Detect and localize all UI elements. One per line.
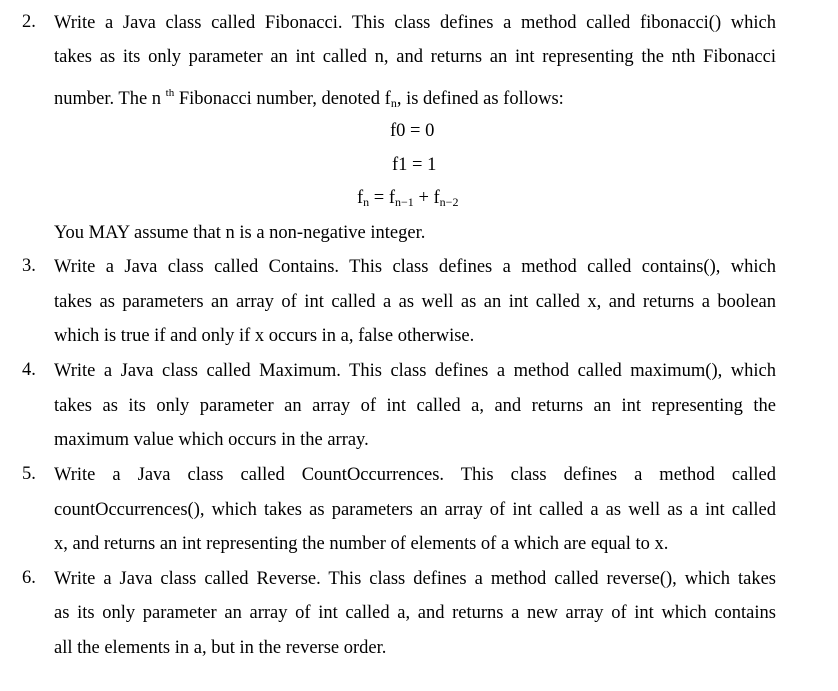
question-number: 2. bbox=[22, 12, 36, 32]
question-text-line: takes as its only parameter an int called n, and returns an int representing the nth Fibonacci bbox=[54, 47, 776, 67]
question-number: 4. bbox=[22, 360, 36, 380]
question-text-line: Write a Java class called CountOccurrences. This class defines a method called bbox=[54, 465, 776, 485]
question-number: 3. bbox=[22, 256, 36, 276]
question-text-line: takes as its only parameter an array of int called a, and returns an int representing the bbox=[54, 396, 776, 416]
question-text-line: Write a Java class called Reverse. This class defines a method called reverse(), which takes bbox=[54, 569, 776, 589]
question-text-line: as its only parameter an array of int called a, and returns a new array of int which contains bbox=[54, 603, 776, 623]
equation-f1: f1 = 1 bbox=[392, 155, 437, 175]
question-text-line: takes as parameters an array of int called a as well as an int called x, and returns a boolean bbox=[54, 292, 776, 312]
question-text-line: Write a Java class called Maximum. This class defines a method called maximum(), which bbox=[54, 361, 776, 381]
question-text-line: maximum value which occurs in the array. bbox=[54, 430, 369, 450]
question-text-line: all the elements in a, but in the reverse order. bbox=[54, 638, 387, 658]
equation-f0: f0 = 0 bbox=[390, 121, 435, 141]
question-text-line: which is true if and only if x occurs in a, false otherwise. bbox=[54, 326, 475, 346]
question-text-line: number. The n $^{th}$ Fibonacci number, denoted $f_n$, is defined as follows: bbox=[54, 87, 564, 110]
assumption-text: You MAY assume that n is a non-negative integer. bbox=[54, 223, 426, 243]
question-number: 5. bbox=[22, 464, 36, 484]
question-text-line: Write a Java class called Fibonacci. This class defines a method called fibonacci() which bbox=[54, 13, 776, 33]
question-text-line: countOccurrences(), which takes as parameters an array of int called a as well as a int called bbox=[54, 500, 776, 520]
question-text-line: Write a Java class called Contains. This class defines a method called contains(), which bbox=[54, 257, 776, 277]
equation-recurrence: $f_n = f_{n-1} + f_{n-2}$ bbox=[357, 188, 459, 209]
question-number: 6. bbox=[22, 568, 36, 588]
question-text-line: x, and returns an int representing the number of elements of a which are equal to x. bbox=[54, 534, 669, 554]
